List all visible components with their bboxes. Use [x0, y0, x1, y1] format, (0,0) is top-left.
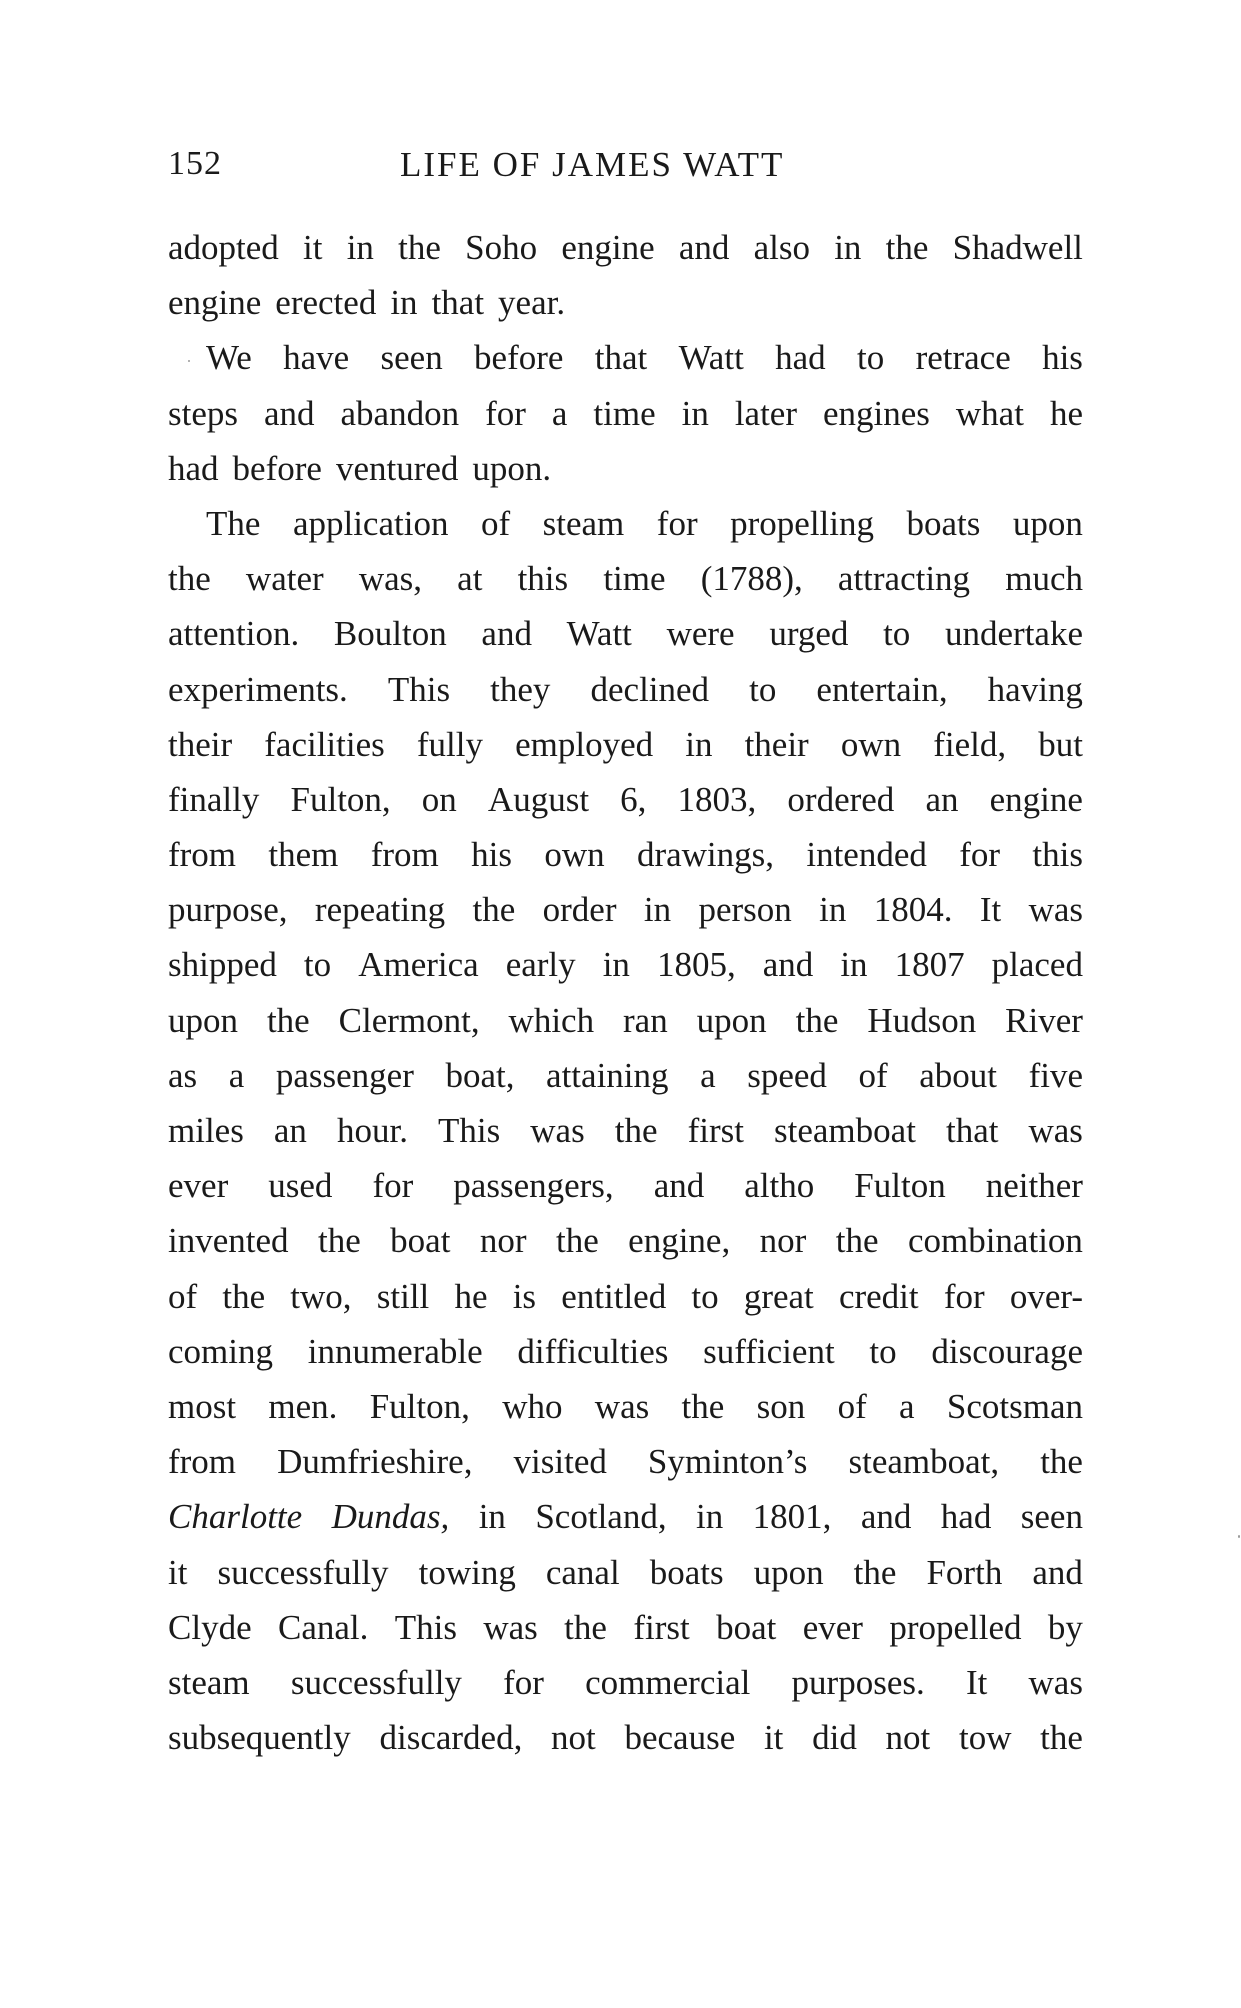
- text-line: it successfully towing canal boats upon the Forth and: [168, 1552, 1083, 1592]
- text-line: steps and abandon for a time in later engines what he: [168, 393, 1083, 433]
- text-line: from Dumfrieshire, visited Syminton’s steamboat, the: [168, 1442, 1083, 1482]
- text-line: subsequently discarded, not because it did not tow the: [168, 1718, 1083, 1758]
- text-line: We have seen before that Watt had to retrace his: [206, 338, 1083, 378]
- text-line: Clyde Canal. This was the first boat ever propelled by: [168, 1607, 1083, 1647]
- text-line: as a passenger boat, attaining a speed of about five: [168, 1055, 1083, 1095]
- text-line: had before ventured upon.: [168, 448, 552, 488]
- text-line: Charlotte Dundas, in Scotland, in 1801, and had seen: [168, 1497, 1083, 1537]
- text-line: invented the boat nor the engine, nor the combination: [168, 1221, 1083, 1261]
- body-text: [168, 220, 1083, 1765]
- text-line: finally Fulton, on August 6, 1803, ordered an engine: [168, 779, 1083, 819]
- text-line: the water was, at this time (1788), attracting much: [168, 559, 1083, 599]
- text-line: purpose, repeating the order in person in 1804. It was: [168, 890, 1083, 930]
- text-line: experiments. This they declined to entertain, having: [168, 669, 1083, 709]
- text-line: most men. Fulton, who was the son of a Scotsman: [168, 1386, 1083, 1426]
- text-line: upon the Clermont, which ran upon the Hudson River: [168, 1000, 1083, 1040]
- text-line: The application of steam for propelling boats upon: [206, 503, 1083, 543]
- text-line: their facilities fully employed in their own field, but: [168, 724, 1083, 764]
- text-line: shipped to America early in 1805, and in 1807 placed: [168, 945, 1083, 985]
- running-head: [168, 145, 1083, 195]
- text-line: miles an hour. This was the first steamboat that was: [168, 1111, 1083, 1150]
- page-number: 152: [168, 145, 222, 182]
- running-title: LIFE OF JAMES WATT: [400, 145, 785, 184]
- text-line: coming innumerable difficulties sufficient to discourage: [168, 1331, 1083, 1371]
- text-line: of the two, still he is entitled to great credit for over-: [168, 1276, 1083, 1316]
- text-line: engine erected in that year.: [168, 283, 566, 323]
- text-line: steam successfully for commercial purposes. It was: [168, 1662, 1083, 1702]
- text-line: adopted it in the Soho engine and also in the Shadwell: [168, 228, 1083, 267]
- text-line: attention. Boulton and Watt were urged to undertake: [168, 614, 1083, 654]
- print-speck: [188, 360, 190, 362]
- text-line: ever used for passengers, and altho Fulton neither: [168, 1166, 1083, 1206]
- print-speck: [1238, 1535, 1240, 1538]
- text-line: from them from his own drawings, intended for this: [168, 835, 1083, 875]
